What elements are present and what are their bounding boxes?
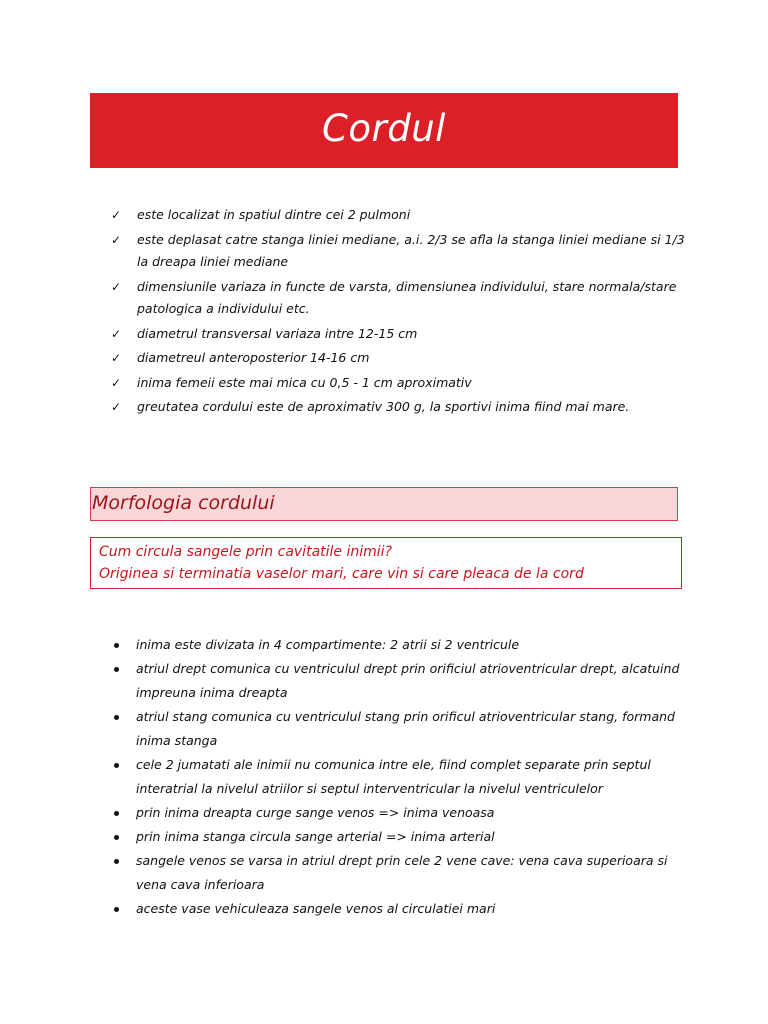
- bullet-item-text: prin inima stanga circula sange arterial => inima arterial: [136, 829, 495, 844]
- bullet-item-text: sangele venos se varsa in atriul drept prin cele 2 vene cave: vena cava superioara si vena cava inferioara: [136, 853, 668, 892]
- bullet-item: [110, 825, 690, 849]
- checkmark-icon: ✓: [111, 400, 122, 414]
- intro-checklist: [110, 204, 690, 421]
- bullet-item: [110, 633, 690, 657]
- question-line: Cum circula sangele prin cavitatile inimii?: [99, 544, 392, 560]
- checkmark-icon: ✓: [111, 279, 122, 294]
- checkmark-icon: ✓: [111, 232, 122, 247]
- bullet-icon: [114, 835, 119, 840]
- bullet-item-text: atriul stang comunica cu ventriculul stang prin orificul atrioventricular stang, formand inima stanga: [136, 709, 675, 748]
- checklist-item-text: diametrul transversal variaza intre 12-15 cm: [137, 325, 418, 341]
- bullet-icon: [114, 715, 119, 720]
- checklist-item-text: este deplasat catre stanga liniei mediane, a.i. 2/3 se afla la stanga liniei mediane si 1/3 la dreapa liniei mediane: [137, 231, 685, 269]
- checkmark-icon: ✓: [111, 208, 122, 222]
- checklist-item: [110, 396, 690, 419]
- question-line: Originea si terminatia vaselor mari, care vin si care pleaca de la cord: [99, 566, 584, 582]
- bullet-item-text: inima este divizata in 4 compartimente: 2 atrii si 2 ventricule: [136, 637, 520, 652]
- bullet-item-text: prin inima dreapta curge sange venos => inima venoasa: [136, 805, 495, 820]
- bullet-item: [110, 849, 690, 897]
- checklist-item-text: este localizat in spatiul dintre cei 2 pulmoni: [137, 207, 411, 222]
- section-heading: Morfologia cordului: [92, 492, 275, 514]
- checkmark-icon: ✓: [111, 351, 122, 365]
- checklist-item-text: inima femeii este mai mica cu 0,5 - 1 cm aproximativ: [137, 374, 472, 390]
- bullet-item-text: aceste vase vehiculeaza sangele venos al circulatiei mari: [136, 901, 496, 916]
- checkmark-icon: ✓: [111, 326, 122, 341]
- bullet-item: [110, 657, 690, 705]
- checklist-item-text: diametreul anteroposterior 14-16 cm: [137, 350, 370, 365]
- bullet-item: [110, 753, 690, 801]
- page-title: Cordul: [322, 107, 446, 150]
- checklist-item-text: dimensiunile variaza in functe de varsta, dimensiunea individului, stare normala/stare patologica a individului etc.: [137, 278, 677, 316]
- checklist-item: [110, 347, 690, 370]
- bullet-list: [110, 633, 690, 921]
- bullet-icon: [114, 859, 119, 864]
- bullet-icon: [114, 643, 119, 648]
- bullet-icon: [114, 763, 119, 768]
- bullet-item-text: atriul drept comunica cu ventriculul drept prin orificiul atrioventricular drept, alcatuind impreuna inima dreapta: [136, 661, 680, 700]
- bullet-icon: [114, 811, 119, 816]
- checklist-item: [110, 229, 690, 274]
- bullet-icon: [114, 907, 119, 912]
- title-banner: [90, 93, 678, 168]
- checklist-item: [110, 276, 690, 321]
- checklist-item: [110, 372, 690, 395]
- bullet-icon: [114, 667, 119, 672]
- question-box: [90, 537, 682, 589]
- checklist-item: [110, 323, 690, 346]
- bullet-item-text: cele 2 jumatati ale inimii nu comunica intre ele, fiind complet separate prin septul interatrial la nivelul atriilor si septul interventricular la nivelul ventriculelor: [136, 757, 651, 796]
- bullet-item: [110, 897, 690, 921]
- bullet-item: [110, 705, 690, 753]
- section-heading-box: [90, 487, 678, 521]
- checklist-item: [110, 204, 690, 227]
- bullet-item: [110, 801, 690, 825]
- checkmark-icon: ✓: [111, 375, 122, 390]
- checklist-item-text: greutatea cordului este de aproximativ 300 g, la sportivi inima fiind mai mare.: [137, 399, 630, 414]
